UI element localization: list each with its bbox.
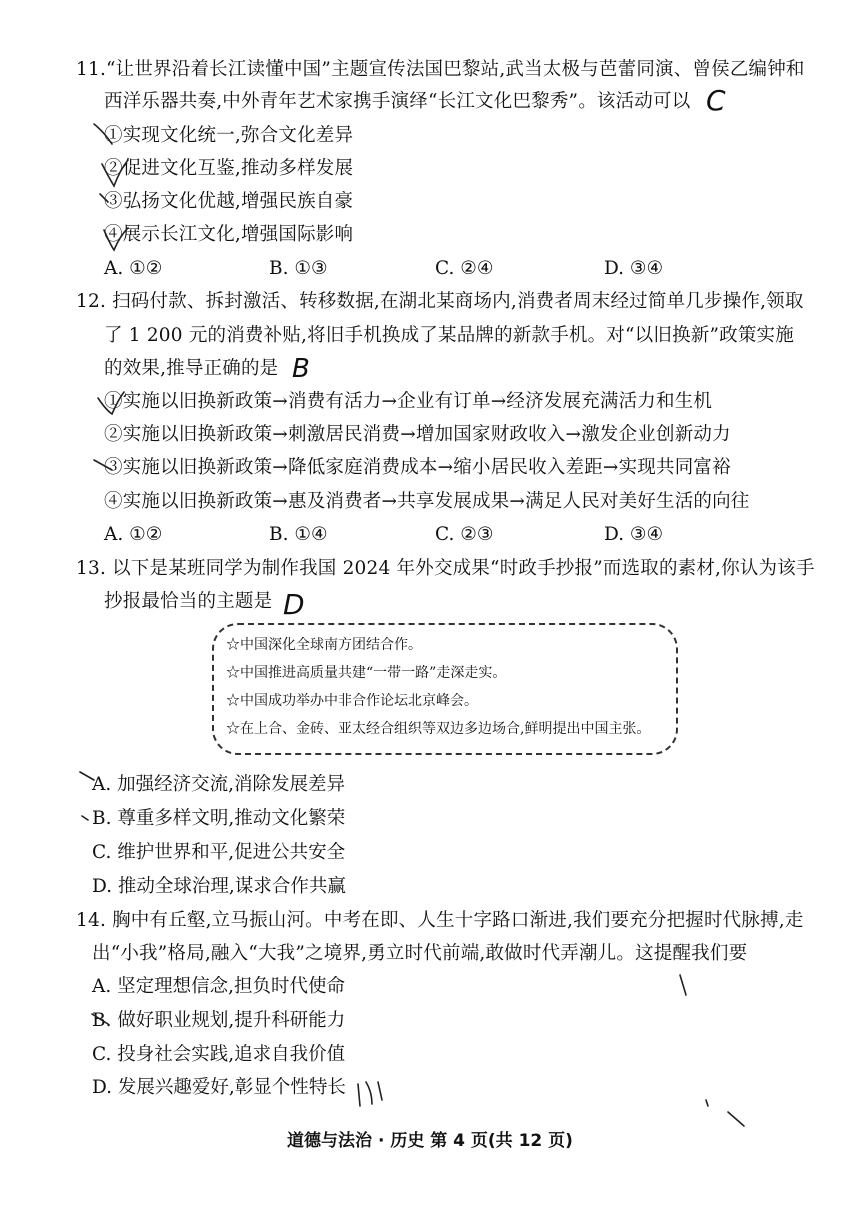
q11-option-c: C. ②④ — [435, 258, 494, 279]
stray-mark-4 — [728, 1112, 744, 1126]
stray-mark-1 — [680, 975, 686, 995]
q12-stem-line3: 的效果,推导正确的是 — [104, 358, 279, 379]
material-item-3: ☆中国成功举办中非合作论坛北京峰会。 — [226, 693, 478, 709]
q12-option-b: B. ①④ — [269, 524, 328, 545]
q12-option-a: A. ①② — [104, 524, 163, 545]
q12-stem-line1: 12. 扫码付款、拆封激活、转移数据,在湖北某商场内,消费者周末经过简单几步操作,领取 — [76, 291, 804, 312]
q11-item-2: ②促进文化互鉴,推动多样发展 — [104, 158, 354, 179]
q12-option-c: C. ②③ — [435, 524, 494, 545]
material-item-1: ☆中国深化全球南方团结合作。 — [226, 637, 422, 653]
q11-item-4: ④展示长江文化,增强国际影响 — [104, 224, 354, 245]
q12-option-d: D. ③④ — [604, 524, 664, 545]
q13-option-b: B. 尊重多样文明,推动文化繁荣 — [92, 808, 346, 829]
q11-stem-line1: 11.“让世界沿着长江读懂中国”主题宣传法国巴黎站,武当太极与芭蕾同演、曾侯乙编钟和 — [76, 59, 805, 80]
q14-stem-line1: 14. 胸中有丘壑,立马振山河。中考在即、人生十字路口渐进,我们要充分把握时代脉搏,走 — [76, 910, 804, 931]
stray-mark-2 — [358, 1082, 382, 1106]
q12-stem-line2: 了 1 200 元的消费补贴,将旧手机换成了某品牌的新款手机。对“以旧换新”政策实施 — [104, 325, 794, 346]
q11-handwritten-answer: C — [706, 84, 726, 117]
q12-item-1: ①实施以旧换新政策→消费有活力→企业有订单→经济发展充满活力和生机 — [104, 391, 713, 412]
q14-option-b: B. 做好职业规划,提升科研能力 — [92, 1010, 346, 1031]
material-item-4: ☆在上合、金砖、亚太经合组织等双边多边场合,鲜明提出中国主张。 — [226, 721, 651, 737]
q14-stem-line2: 出“小我”格局,融入“大我”之境界,勇立时代前端,敢做时代弄潮儿。这提醒我们要 — [92, 943, 748, 964]
q12-handwritten-answer: B — [292, 354, 310, 384]
q13-stem-line2: 抄报最恰当的主题是 — [104, 591, 273, 612]
page-footer: 道德与法治 · 历史 第 4 页(共 12 页) — [287, 1131, 573, 1151]
q13-handwritten-answer: D — [283, 588, 305, 621]
stray-mark-3 — [706, 1100, 708, 1106]
material-item-2: ☆中国推进高质量共建“一带一路”走深走实。 — [226, 665, 507, 681]
q13-option-d: D. 推动全球治理,谋求合作共赢 — [92, 876, 346, 897]
q14-option-a: A. 坚定理想信念,担负时代使命 — [92, 976, 346, 997]
q11-option-d: D. ③④ — [604, 258, 664, 279]
q11-item-1: ①实现文化统一,弥合文化差异 — [104, 125, 354, 146]
check-mark-q13-b — [82, 816, 88, 820]
q14-option-c: C. 投身社会实践,追求自我价值 — [92, 1044, 346, 1065]
q13-stem-line1: 13. 以下是某班同学为制作我国 2024 年外交成果“时政手抄报”而选取的素材,你认为该手 — [76, 558, 815, 579]
q11-item-3: ③弘扬文化优越,增强民族自豪 — [104, 191, 354, 212]
q11-option-b: B. ①③ — [269, 258, 328, 279]
q13-option-c: C. 维护世界和平,促进公共安全 — [92, 842, 346, 863]
q11-stem-line2: 西洋乐器共奏,中外青年艺术家携手演绎“长江文化巴黎秀”。该活动可以 — [104, 91, 691, 112]
q13-option-a: A. 加强经济交流,消除发展差异 — [92, 774, 346, 795]
q12-item-2: ②实施以旧换新政策→刺激居民消费→增加国家财政收入→激发企业创新动力 — [104, 424, 731, 445]
q11-option-a: A. ①② — [104, 258, 163, 279]
q12-item-4: ④实施以旧换新政策→惠及消费者→共享发展成果→满足人民对美好生活的向往 — [104, 491, 750, 512]
material-box — [212, 623, 678, 755]
q12-item-3: ③实施以旧换新政策→降低家庭消费成本→缩小居民收入差距→实现共同富裕 — [104, 457, 731, 478]
q14-option-d: D. 发展兴趣爱好,彰显个性特长 — [92, 1077, 346, 1098]
